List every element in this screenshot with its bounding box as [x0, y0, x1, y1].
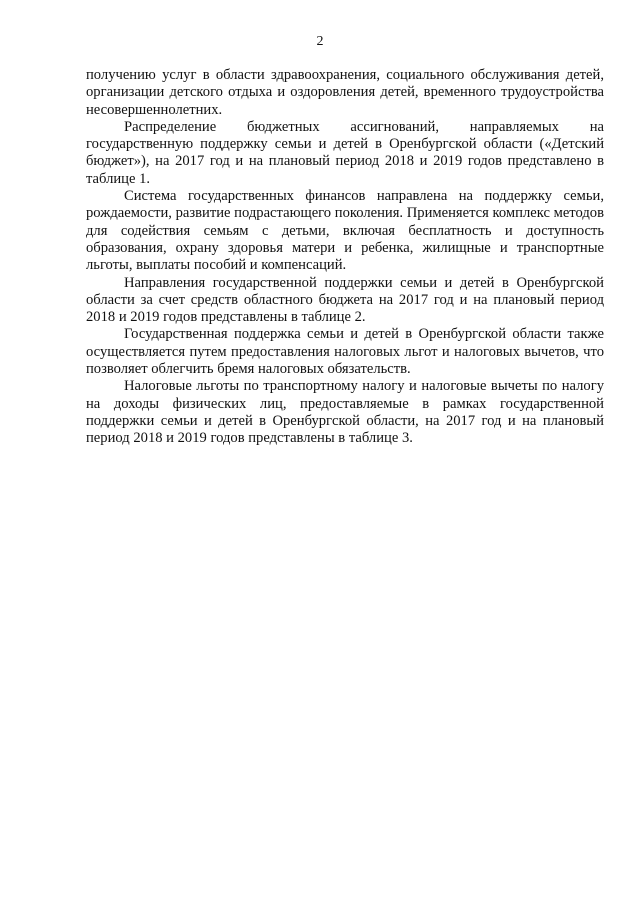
paragraph-continuation: получению услуг в области здравоохранения, социального обслуживания детей, организации детского отдыха и оздоровления детей, временного трудоустройства несовершеннолетних. — [86, 67, 604, 118]
document-body — [86, 67, 604, 448]
paragraph-finance-system: Система государственных финансов направлена на поддержку семьи, рождаемости, развитие подрастающего поколения. Применяется комплекс методов для содействия семьям с детьми, включая бесплатность и доступность образования, охрану здоровья матери и ребенка, жилищные и транспортные льготы, выплаты пособий и компенсаций. — [86, 188, 604, 274]
paragraph-budget-distribution: Распределение бюджетных ассигнований, направляемых на государственную поддержку семьи и детей в Оренбургской области («Детский бюджет»), на 2017 год и на плановый период 2018 и 2019 годов представлено в таблице 1. — [86, 118, 604, 187]
paragraph-tax-table-reference: Налоговые льготы по транспортному налогу и налоговые вычеты по налогу на доходы физических лиц, предоставляемые в рамках государственной поддержки семьи и детей в Оренбургской области, на 2017 год и на плановый период 2018 и 2019 годов представлены в таблице 3. — [86, 378, 604, 447]
page-number: 2 — [316, 34, 324, 49]
paragraph-support-directions: Направления государственной поддержки семьи и детей в Оренбургской области за счет средств областного бюджета на 2017 год и на плановый период 2018 и 2019 годов представлены в таблице 2. — [86, 274, 604, 326]
paragraph-tax-benefits: Государственная поддержка семьи и детей в Оренбургской области также осуществляется путем предоставления налоговых льгот и налоговых вычетов, что позволяет облегчить бремя налоговых обязательств. — [86, 326, 604, 378]
